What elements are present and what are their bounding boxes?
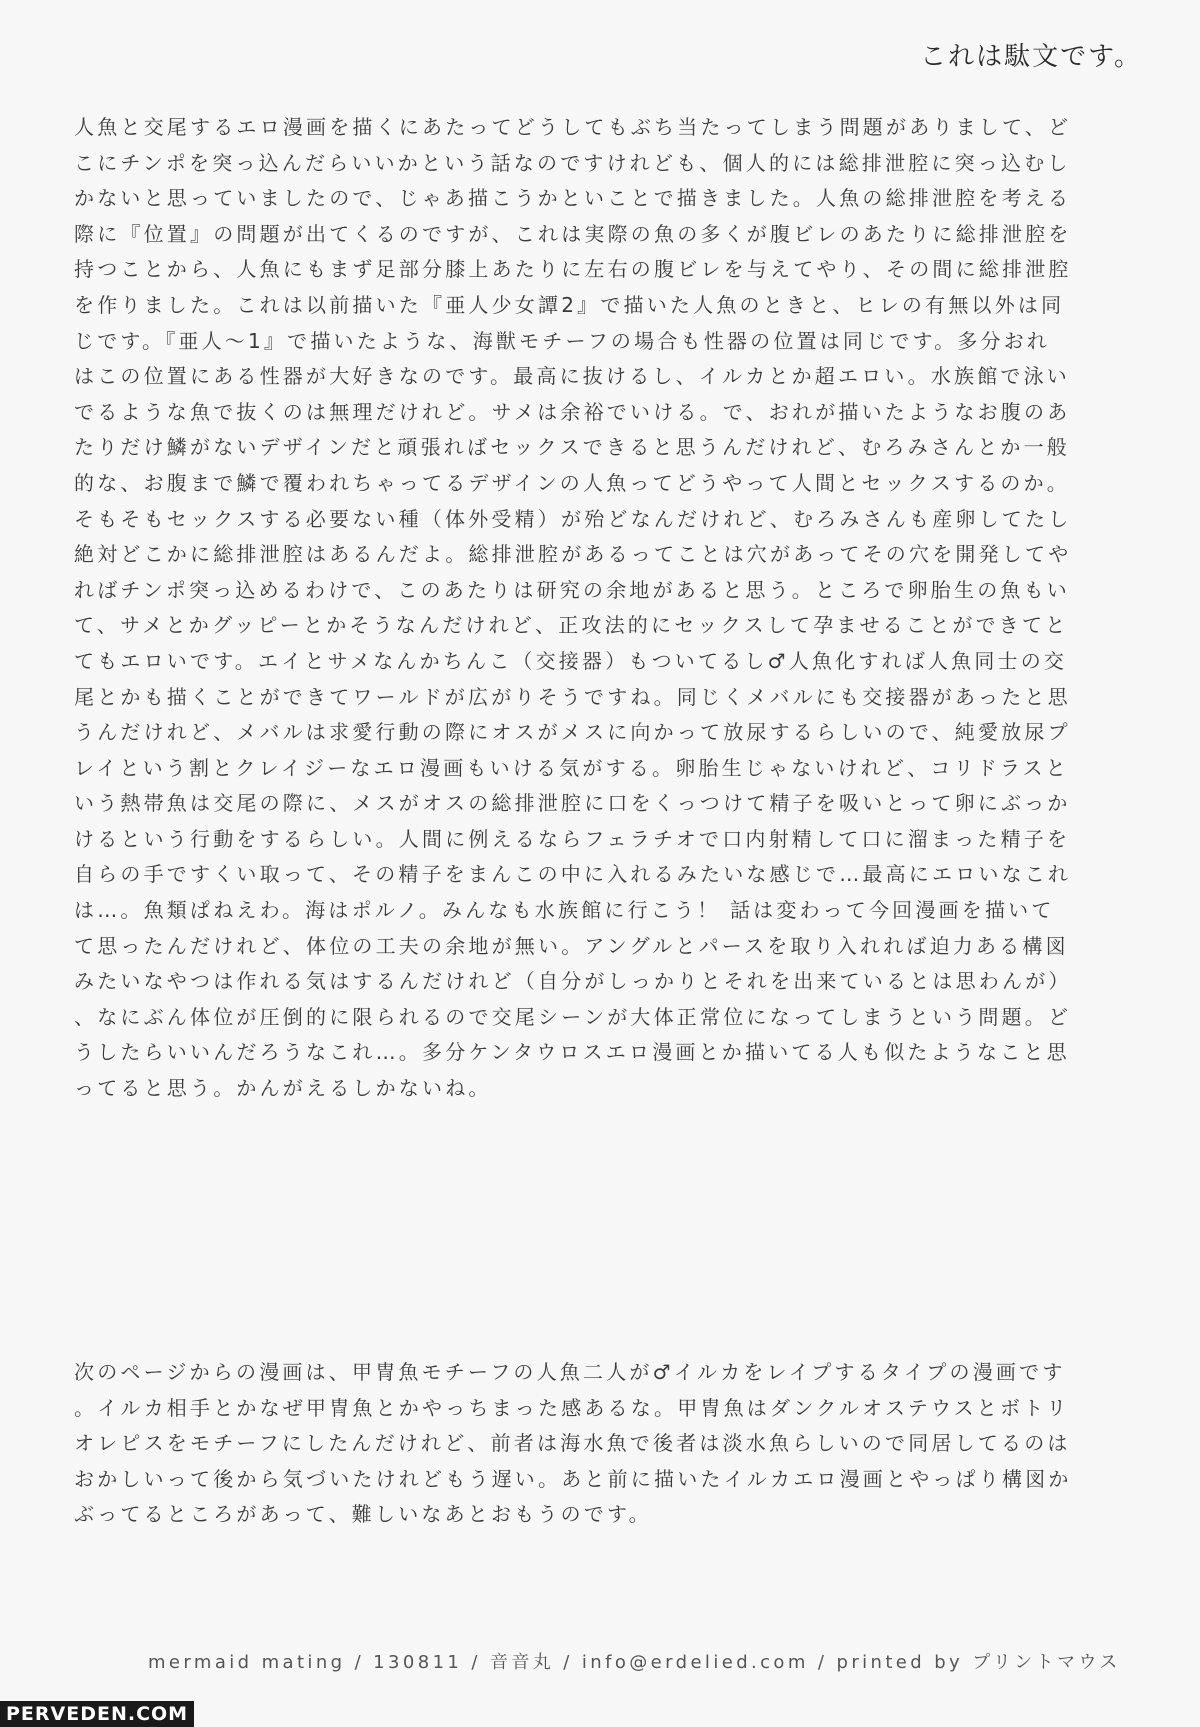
text-line: 、なにぶん体位が圧倒的に限られるので交尾シーンが大体正常位になってしまうという問題。ど — [74, 1004, 1072, 1029]
text-line: ればチンポ突っ込めるわけで、このあたりは研究の余地があると思う。ところで卵胎生の魚もい — [74, 577, 1070, 602]
text-line: でるような魚で抜くのは無理だけれど。サメは余裕でいける。で、おれが描いたようなお腹のあ — [74, 399, 1071, 424]
text-line: 。イルカ相手とかなぜ甲冑魚とかやっちまった感あるな。甲冑魚はダンクルオステウスとボトリ — [74, 1395, 1070, 1420]
text-line: 尾とかも描くことができてワールドが広がりそうですね。同じくメバルにも交接器があったと思 — [74, 684, 1071, 709]
body-paragraph — [74, 1355, 1138, 1533]
page-title: これは駄文です。 — [920, 42, 1142, 72]
text-line: けるという行動をするらしい。人間に例えるならフェラチオで口内射精して口に溜まった精子を — [74, 826, 1071, 851]
text-line: おかしいって後から気づいたけれどもう遅い。あと前に描いたイルカエロ漫画とやっぱり構図か — [74, 1466, 1072, 1491]
text-line: こにチンポを突っ込んだらいいかという話なのですけれども、個人的には総排泄腔に突っ込むし — [74, 150, 1071, 175]
text-line: うんだけれど、メバルは求愛行動の際にオスがメスに向かって放尿するらしいので、純愛放尿プ — [74, 720, 1071, 745]
text-line: ぶってるところがあって、難しいなあとおもうのです。 — [74, 1502, 652, 1527]
text-line: レイという割とクレイジーなエロ漫画もいける気がする。卵胎生じゃないけれど、コリドラスと — [74, 755, 1069, 780]
text-line: うしたらいいんだろうなこれ…。多分ケンタウロスエロ漫画とか描いてる人も似たようなこと思 — [74, 1040, 1070, 1065]
text-line: 人魚と交尾するエロ漫画を描くにあたってどうしてもぶち当たってしまう問題がありまして、ど — [74, 115, 1072, 139]
text-line: 持つことから、人魚にもまず足部分膝上あたりに左右の腹ビレを与えてやり、その間に総排泄腔 — [74, 257, 1072, 282]
colophon: mermaid mating / 130811 / 音音丸 / info@erdelied.com / printed by プリントマウス — [148, 1652, 1121, 1673]
text-line: じです。『亜人～1』で描いたような、海獣モチーフの場合も性器の位置は同じです。多分おれ — [74, 328, 1051, 353]
text-line: ってると思う。かんがえるしかないね。 — [74, 1076, 492, 1101]
text-line: てもエロいです。エイとサメなんかちんこ（交接器）もついてるし♂人魚化すれば人魚同士の交 — [74, 648, 1068, 673]
text-line: て、サメとかグッピーとかそうなんだけれど、正攻法的にセックスして孕ませることができてと — [74, 613, 1069, 638]
site-watermark: PERVEDEN.COM — [0, 1701, 194, 1727]
text-line: は…。魚類ぱねえわ。海はポルノ。みんなも水族館に行こう！ 話は変わって今回漫画を描いて — [74, 898, 1055, 923]
text-line: たりだけ鱗がないデザインだと頑張ればセックスできると思うんだけれど、むろみさんとか一般 — [74, 435, 1070, 460]
text-line: はこの位置にある性器が大好きなのです。最高に抜けるし、イルカとか超エロい。水族館で泳い — [74, 364, 1070, 389]
text-line: いう熱帯魚は交尾の際に、メスがオスの総排泄腔に口をくっつけて精子を吸いとって卵にぶっか — [74, 791, 1071, 816]
text-line: 絶対どこかに総排泄腔はあるんだよ。総排泄腔があるってことは穴があってその穴を開発してや — [74, 542, 1072, 567]
text-line: オレピスをモチーフにしたんだけれど、前者は海水魚で後者は淡水魚らしいので同居してるのは — [74, 1431, 1071, 1456]
text-line: を作りました。これは以前描いた『亜人少女譚2』で描いた人魚のときと、ヒレの有無以外は同 — [74, 292, 1065, 317]
text-line: 次のページからの漫画は、甲冑魚モチーフの人魚二人が♂イルカをレイプするタイプの漫画です — [74, 1360, 1066, 1384]
body-paragraph — [74, 110, 1138, 1107]
text-line: みたいなやつは作れる気はするんだけれど（自分がしっかりとそれを出来ているとは思わんが） — [74, 969, 1072, 994]
text-line: そもそもセックスする必要ない種（体外受精）が殆どなんだけれど、むろみさんも産卵してたし — [74, 506, 1072, 531]
text-line: 自らの手ですくい取って、その精子をまんこの中に入れるみたいな感じで…最高にエロいなこれ — [74, 862, 1072, 887]
text-line: 際に『位置』の問題が出てくるのですが、これは実際の魚の多くが腹ビレのあたりに総排泄腔を — [74, 221, 1072, 246]
text-line: て思ったんだけれど、体位の工夫の余地が無い。アングルとパースを取り入れれば迫力ある構図 — [74, 933, 1069, 958]
text-line: かないと思っていましたので、じゃあ描こうかといことで描きました。人魚の総排泄腔を考える — [74, 186, 1072, 211]
text-line: 的な、お腹まで鱗で覆われちゃってるデザインの人魚ってどうやって人間とセックスするのか。 — [74, 470, 1070, 495]
